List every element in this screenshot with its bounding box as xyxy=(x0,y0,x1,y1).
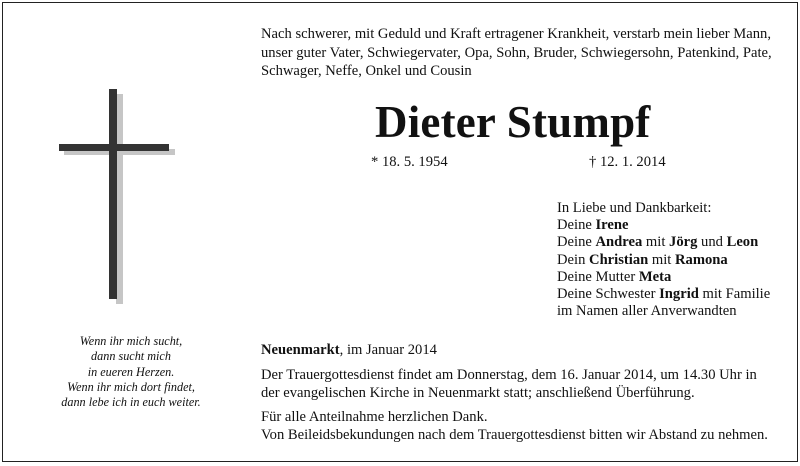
mourners-list xyxy=(557,200,797,320)
thanks-line: Von Beileidsbekundungen nach dem Trauergottesdienst bitten wir Abstand zu nehmen. xyxy=(261,427,768,444)
place-date xyxy=(261,342,437,359)
deceased-name: Dieter Stumpf xyxy=(375,97,651,147)
date-text: , im Januar 2014 xyxy=(339,342,437,358)
mourner-name: Irene xyxy=(595,217,629,234)
intro-line: unser guter Vater, Schwiegervater, Opa, Sohn, Bruder, Schwiegersohn, Patenkind, Pate, xyxy=(261,44,772,61)
intro-text xyxy=(261,25,791,81)
cross-icon xyxy=(59,89,175,304)
thanks-line: Für alle Anteilnahme herzlichen Dank. xyxy=(261,409,488,425)
mourners-heading: In Liebe und Dankbarkeit: xyxy=(557,200,712,216)
poem-line: dann lebe ich in euch weiter. xyxy=(61,395,201,410)
birth-date: * 18. 5. 1954 xyxy=(371,154,448,170)
mourner-line: Deine Mutter Meta xyxy=(557,268,672,285)
mourner-name: Andrea xyxy=(595,234,643,251)
mourner-name: Meta xyxy=(638,268,672,285)
obituary-notice xyxy=(2,2,798,462)
mourner-line: Deine Irene xyxy=(557,217,629,234)
mourner-line: im Namen aller Anverwandten xyxy=(557,303,737,320)
thanks-text xyxy=(261,408,791,444)
mourner-name: Leon xyxy=(726,234,759,251)
mourner-line: Deine Schwester Ingrid mit Familie xyxy=(557,286,771,303)
mourner-name: Ingrid xyxy=(659,286,699,303)
mourner-name: Christian xyxy=(589,251,649,268)
memorial-poem xyxy=(33,334,229,410)
poem-line: dann sucht mich xyxy=(91,349,171,364)
mourner-line: Dein Christian mit Ramona xyxy=(557,251,728,268)
intro-line: Schwager, Neffe, Onkel und Cousin xyxy=(261,63,472,79)
mourner-line: Deine Andrea mit Jörg und Leon xyxy=(557,234,759,251)
poem-line: in eueren Herzen. xyxy=(87,364,175,379)
service-line: Der Trauergottesdienst findet am Donnerstag, dem 16. Januar 2014, um 14.30 Uhr in xyxy=(261,367,757,383)
place-name: Neuenmarkt xyxy=(261,342,340,358)
funeral-service-info xyxy=(261,366,791,402)
poem-line: Wenn ihr mich sucht, xyxy=(79,334,183,348)
mourner-name: Jörg xyxy=(669,234,698,251)
service-line: der evangelischen Kirche in Neuenmarkt statt; anschließend Überführung. xyxy=(261,385,695,402)
poem-line: Wenn ihr mich dort findet, xyxy=(67,379,195,394)
mourner-name: Ramona xyxy=(675,251,728,268)
intro-line: Nach schwerer, mit Geduld und Kraft ertragener Krankheit, verstarb mein lieber Mann, xyxy=(261,26,771,42)
death-date: † 12. 1. 2014 xyxy=(589,154,666,170)
